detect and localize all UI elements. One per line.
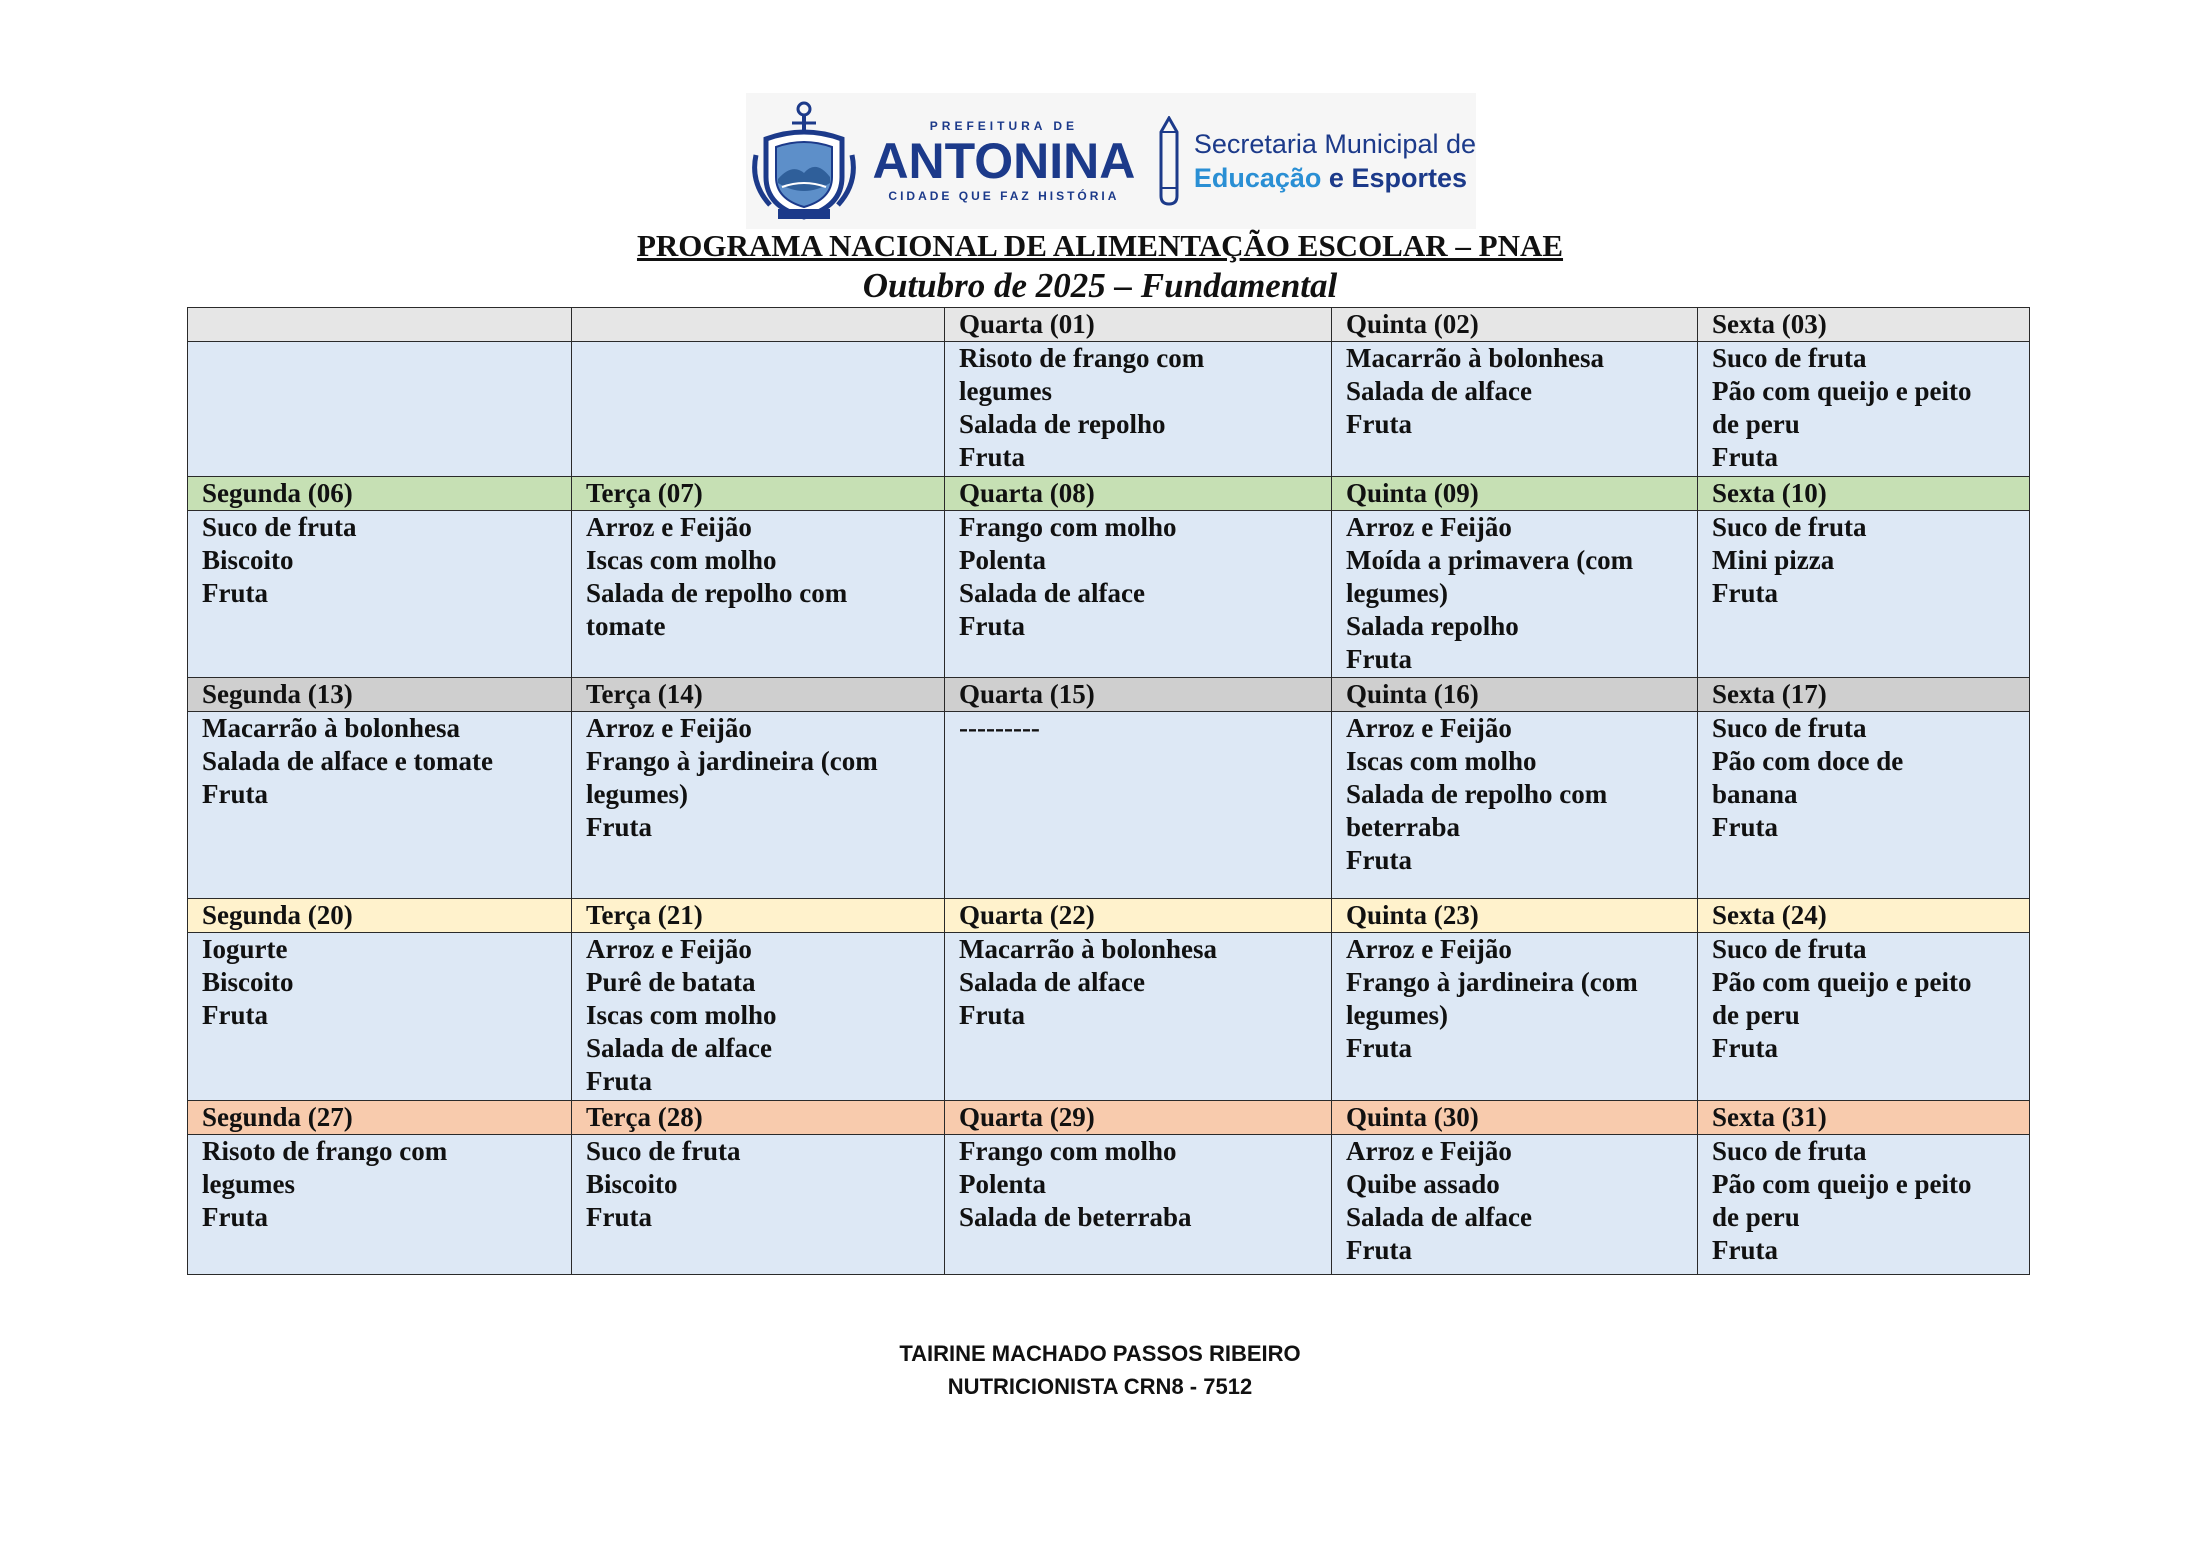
menu-item: Frango com molho xyxy=(959,512,1177,542)
day-label: Terça (14) xyxy=(572,678,945,712)
week-header-row xyxy=(188,477,2030,511)
day-label: Sexta (17) xyxy=(1698,678,2030,712)
menu-item: Suco de fruta xyxy=(1712,713,1867,743)
menu-item: Fruta xyxy=(586,1066,652,1096)
menu-item: tomate xyxy=(586,611,666,641)
menu-item: legumes) xyxy=(1346,1000,1448,1030)
menu-item: --------- xyxy=(959,713,1040,743)
menu-item: Salada de repolho xyxy=(959,409,1166,439)
menu-item: legumes) xyxy=(1346,578,1448,608)
menu-item: Salada de beterraba xyxy=(959,1202,1192,1232)
menu-item: Fruta xyxy=(202,779,268,809)
day-label: Quinta (09) xyxy=(1332,477,1698,511)
day-menu-cell xyxy=(572,511,945,678)
menu-item: legumes xyxy=(202,1169,295,1199)
menu-item: Risoto de frango com xyxy=(202,1136,448,1166)
menu-item: Salada repolho xyxy=(1346,611,1519,641)
menu-item: Fruta xyxy=(959,442,1025,472)
menu-item: Quibe assado xyxy=(1346,1169,1500,1199)
secretaria-educacao: Educação xyxy=(1193,163,1322,193)
day-menu-cell xyxy=(945,712,1332,899)
day-menu-cell xyxy=(572,1135,945,1275)
menu-item: Arroz e Feijão xyxy=(1346,934,1512,964)
menu-item: Fruta xyxy=(1712,1033,1778,1063)
menu-item: Macarrão à bolonhesa xyxy=(1346,343,1604,373)
menu-item: Moída a primavera (com xyxy=(1346,545,1634,575)
menu-item: de peru xyxy=(1712,409,1800,439)
day-menu-cell xyxy=(188,1135,572,1275)
menu-item: Arroz e Feijão xyxy=(586,713,752,743)
menu-item: Mini pizza xyxy=(1712,545,1835,575)
week-header-row xyxy=(188,308,2030,342)
menu-item: Salada de alface xyxy=(586,1033,772,1063)
day-label: Quarta (22) xyxy=(945,899,1332,933)
day-menu-cell xyxy=(188,342,572,477)
document-title: PROGRAMA NACIONAL DE ALIMENTAÇÃO ESCOLAR – PNAE xyxy=(636,228,1564,263)
menu-item: Risoto de frango com xyxy=(959,343,1205,373)
menu-item: Iscas com molho xyxy=(586,545,777,575)
menu-item: Polenta xyxy=(959,1169,1046,1199)
day-menu-cell xyxy=(1332,511,1698,678)
day-menu-cell xyxy=(1332,712,1698,899)
menu-item: banana xyxy=(1712,779,1798,809)
menu-item: Pão com queijo e peito xyxy=(1712,967,1972,997)
menu-item: Salada de alface xyxy=(959,578,1145,608)
day-label: Terça (21) xyxy=(572,899,945,933)
secretaria-line1: Secretaria Municipal de xyxy=(1193,129,1476,159)
menu-item: Salada de repolho com xyxy=(586,578,848,608)
day-label xyxy=(572,308,945,342)
municipal-seal-icon xyxy=(748,99,860,223)
day-label: Sexta (24) xyxy=(1698,899,2030,933)
menu-item: Fruta xyxy=(1346,845,1412,875)
menu-item: Pão com doce de xyxy=(1712,746,1904,776)
menu-item: Fruta xyxy=(1346,644,1412,674)
day-label: Segunda (20) xyxy=(188,899,572,933)
week-menu-row xyxy=(188,511,2030,678)
day-menu-cell xyxy=(1332,933,1698,1101)
menu-item: de peru xyxy=(1712,1202,1800,1232)
menu-item: de peru xyxy=(1712,1000,1800,1030)
menu-item: Arroz e Feijão xyxy=(1346,713,1512,743)
menu-item: beterraba xyxy=(1346,812,1460,842)
menu-item: Suco de fruta xyxy=(1712,343,1867,373)
week-header-row xyxy=(188,1101,2030,1135)
day-label xyxy=(188,308,572,342)
week-menu-row xyxy=(188,1135,2030,1275)
day-menu-cell xyxy=(945,933,1332,1101)
day-label: Quarta (01) xyxy=(945,308,1332,342)
menu-item: Fruta xyxy=(1712,442,1778,472)
day-menu-cell xyxy=(1698,933,2030,1101)
menu-item: Frango à jardineira (com xyxy=(1346,967,1638,997)
day-menu-cell xyxy=(945,342,1332,477)
menu-item: Macarrão à bolonhesa xyxy=(959,934,1217,964)
week-menu-row xyxy=(188,933,2030,1101)
signature-name: TAIRINE MACHADO PASSOS RIBEIRO xyxy=(899,1341,1301,1366)
brand-block xyxy=(864,119,1144,203)
brand-main-text: ANTONINA xyxy=(872,133,1136,189)
day-label: Quarta (08) xyxy=(945,477,1332,511)
menu-item: Fruta xyxy=(586,1202,652,1232)
menu-item: Fruta xyxy=(959,1000,1025,1030)
menu-item: Pão com queijo e peito xyxy=(1712,376,1972,406)
pencil-icon xyxy=(1158,116,1180,206)
day-menu-cell xyxy=(1332,1135,1698,1275)
day-label: Segunda (06) xyxy=(188,477,572,511)
day-label: Quinta (23) xyxy=(1332,899,1698,933)
week-header-row xyxy=(188,899,2030,933)
day-menu-cell xyxy=(1698,342,2030,477)
day-label: Quinta (30) xyxy=(1332,1101,1698,1135)
menu-item: Salada de alface xyxy=(1346,1202,1532,1232)
menu-item: Salada de alface xyxy=(959,967,1145,997)
menu-item: legumes xyxy=(959,376,1052,406)
day-label: Quarta (15) xyxy=(945,678,1332,712)
menu-item: Suco de fruta xyxy=(586,1136,741,1166)
day-label: Sexta (03) xyxy=(1698,308,2030,342)
menu-item: Fruta xyxy=(1346,409,1412,439)
menu-item: Fruta xyxy=(1712,812,1778,842)
menu-item: Fruta xyxy=(1346,1235,1412,1265)
menu-item: Fruta xyxy=(202,1202,268,1232)
menu-item: Salada de repolho com xyxy=(1346,779,1608,809)
day-menu-cell xyxy=(188,712,572,899)
menu-item: Fruta xyxy=(586,812,652,842)
menu-item: Fruta xyxy=(1712,578,1778,608)
menu-item: Fruta xyxy=(202,1000,268,1030)
week-menu-row xyxy=(188,712,2030,899)
menu-item: Arroz e Feijão xyxy=(586,512,752,542)
menu-item: Fruta xyxy=(959,611,1025,641)
menu-item: Macarrão à bolonhesa xyxy=(202,713,460,743)
week-menu-row xyxy=(188,342,2030,477)
menu-item: Pão com queijo e peito xyxy=(1712,1169,1972,1199)
menu-item: Biscoito xyxy=(202,545,294,575)
menu-item: Polenta xyxy=(959,545,1046,575)
menu-item: Biscoito xyxy=(586,1169,678,1199)
secretaria-e: e xyxy=(1321,163,1352,193)
menu-item: Fruta xyxy=(1346,1033,1412,1063)
day-menu-cell xyxy=(1698,1135,2030,1275)
signature-role: NUTRICIONISTA CRN8 - 7512 xyxy=(947,1374,1253,1399)
menu-item: Salada de alface e tomate xyxy=(202,746,493,776)
secretaria-line2 xyxy=(1194,161,1476,195)
day-menu-cell xyxy=(1698,712,2030,899)
day-menu-cell xyxy=(572,933,945,1101)
day-label: Segunda (27) xyxy=(188,1101,572,1135)
day-label: Sexta (31) xyxy=(1698,1101,2030,1135)
day-menu-cell xyxy=(572,712,945,899)
day-menu-cell xyxy=(572,342,945,477)
menu-item: legumes) xyxy=(586,779,688,809)
week-header-row xyxy=(188,678,2030,712)
secretaria-esportes: Esportes xyxy=(1351,163,1467,193)
header-logo xyxy=(746,93,1476,229)
day-menu-cell xyxy=(945,1135,1332,1275)
menu-item: Iscas com molho xyxy=(586,1000,777,1030)
menu-item: Iscas com molho xyxy=(1346,746,1537,776)
menu-item: Salada de alface xyxy=(1346,376,1532,406)
menu-item: Arroz e Feijão xyxy=(1346,512,1512,542)
menu-item: Arroz e Feijão xyxy=(586,934,752,964)
menu-table xyxy=(187,307,2030,1275)
day-menu-cell xyxy=(188,511,572,678)
menu-item: Iogurte xyxy=(202,934,288,964)
menu-item: Suco de fruta xyxy=(1712,934,1867,964)
day-menu-cell xyxy=(1698,511,2030,678)
menu-item: Biscoito xyxy=(202,967,294,997)
menu-item: Fruta xyxy=(202,578,268,608)
menu-item: Arroz e Feijão xyxy=(1346,1136,1512,1166)
day-label: Segunda (13) xyxy=(188,678,572,712)
menu-item: Suco de fruta xyxy=(202,512,357,542)
day-menu-cell xyxy=(1332,342,1698,477)
brand-top-text: PREFEITURA DE xyxy=(929,119,1079,133)
document-subtitle: Outubro de 2025 – Fundamental xyxy=(862,266,1338,305)
day-label: Terça (07) xyxy=(572,477,945,511)
menu-item: Suco de fruta xyxy=(1712,1136,1867,1166)
day-label: Quinta (02) xyxy=(1332,308,1698,342)
day-menu-cell xyxy=(188,933,572,1101)
day-label: Terça (28) xyxy=(572,1101,945,1135)
secretaria-block xyxy=(1194,127,1476,195)
day-label: Quinta (16) xyxy=(1332,678,1698,712)
menu-item: Purê de batata xyxy=(586,967,756,997)
menu-item: Fruta xyxy=(1712,1235,1778,1265)
day-menu-cell xyxy=(945,511,1332,678)
day-label: Sexta (10) xyxy=(1698,477,2030,511)
menu-item: Suco de fruta xyxy=(1712,512,1867,542)
day-label: Quarta (29) xyxy=(945,1101,1332,1135)
menu-item: Frango à jardineira (com xyxy=(586,746,878,776)
brand-sub-text: CIDADE QUE FAZ HISTÓRIA xyxy=(888,189,1120,203)
menu-item: Frango com molho xyxy=(959,1136,1177,1166)
